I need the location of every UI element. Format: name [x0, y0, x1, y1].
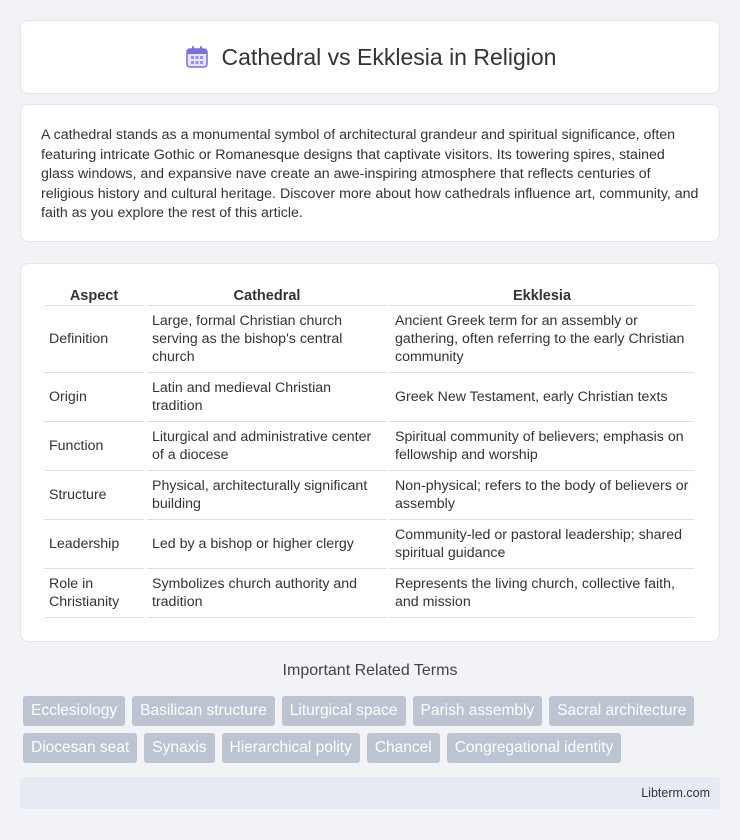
page-title: Cathedral vs Ekklesia in Religion	[221, 43, 557, 70]
table-row	[44, 422, 694, 471]
related-term-tag[interactable]: Basilican structure	[132, 696, 275, 726]
table-row	[44, 569, 694, 618]
cell-ekklesia: Community-led or pastoral leadership; shared spiritual guidance	[390, 520, 694, 569]
cell-cathedral: Liturgical and administrative center of a diocese	[147, 422, 387, 471]
related-term-tag[interactable]: Hierarchical polity	[222, 733, 360, 763]
cell-ekklesia: Spiritual community of believers; emphasis on fellowship and worship	[390, 422, 694, 471]
cell-cathedral: Physical, architecturally significant building	[147, 471, 387, 520]
cell-ekklesia: Non-physical; refers to the body of believers or assembly	[390, 471, 694, 520]
header-card	[20, 20, 720, 94]
cell-cathedral: Led by a bishop or higher clergy	[147, 520, 387, 569]
table-row	[44, 471, 694, 520]
cell-aspect: Structure	[44, 471, 144, 520]
comparison-table	[41, 284, 697, 618]
cell-aspect: Leadership	[44, 520, 144, 569]
footer	[20, 777, 720, 809]
intro-text: A cathedral stands as a monumental symbol of architectural grandeur and spiritual significance, often featuring intricate Gothic or Romanesque designs that captivate visitors. Its towering spires, stained glass windows, and expansive nave create an awe-inspiring atmosphere that reflects centuries of religious history and cultural heritage. Discover more about how cathedrals influence art, community, and faith as you explore the rest of this article.	[41, 127, 699, 222]
cell-aspect: Role in Christianity	[44, 569, 144, 618]
cell-aspect: Function	[44, 422, 144, 471]
header-ekklesia: Ekklesia	[390, 284, 694, 306]
cell-aspect: Definition	[44, 306, 144, 373]
cell-ekklesia: Greek New Testament, early Christian texts	[390, 373, 694, 422]
table-row	[44, 306, 694, 373]
intro-card	[20, 104, 720, 242]
related-term-tag[interactable]: Congregational identity	[447, 733, 622, 763]
related-term-tag[interactable]: Chancel	[367, 733, 440, 763]
calendar-icon	[184, 44, 210, 70]
related-term-tag[interactable]: Parish assembly	[413, 696, 543, 726]
header-aspect: Aspect	[44, 284, 144, 306]
related-terms-title: Important Related Terms	[282, 662, 458, 679]
cell-cathedral: Large, formal Christian church serving as the bishop's central church	[147, 306, 387, 373]
cell-aspect: Origin	[44, 373, 144, 422]
comparison-card	[20, 263, 720, 642]
cell-ekklesia: Represents the living church, collective faith, and mission	[390, 569, 694, 618]
cell-cathedral: Latin and medieval Christian tradition	[147, 373, 387, 422]
related-term-tag[interactable]: Ecclesiology	[23, 696, 125, 726]
related-terms-list	[23, 696, 723, 770]
cell-ekklesia: Ancient Greek term for an assembly or gathering, often referring to the early Christian community	[390, 306, 694, 373]
related-term-tag[interactable]: Liturgical space	[282, 696, 406, 726]
table-header-row	[44, 284, 694, 306]
table-row	[44, 373, 694, 422]
footer-site-link[interactable]: Libterm.com	[641, 786, 710, 800]
related-term-tag[interactable]: Synaxis	[144, 733, 214, 763]
header-cathedral: Cathedral	[147, 284, 387, 306]
table-row	[44, 520, 694, 569]
related-term-tag[interactable]: Diocesan seat	[23, 733, 137, 763]
related-term-tag[interactable]: Sacral architecture	[549, 696, 694, 726]
cell-cathedral: Symbolizes church authority and tradition	[147, 569, 387, 618]
